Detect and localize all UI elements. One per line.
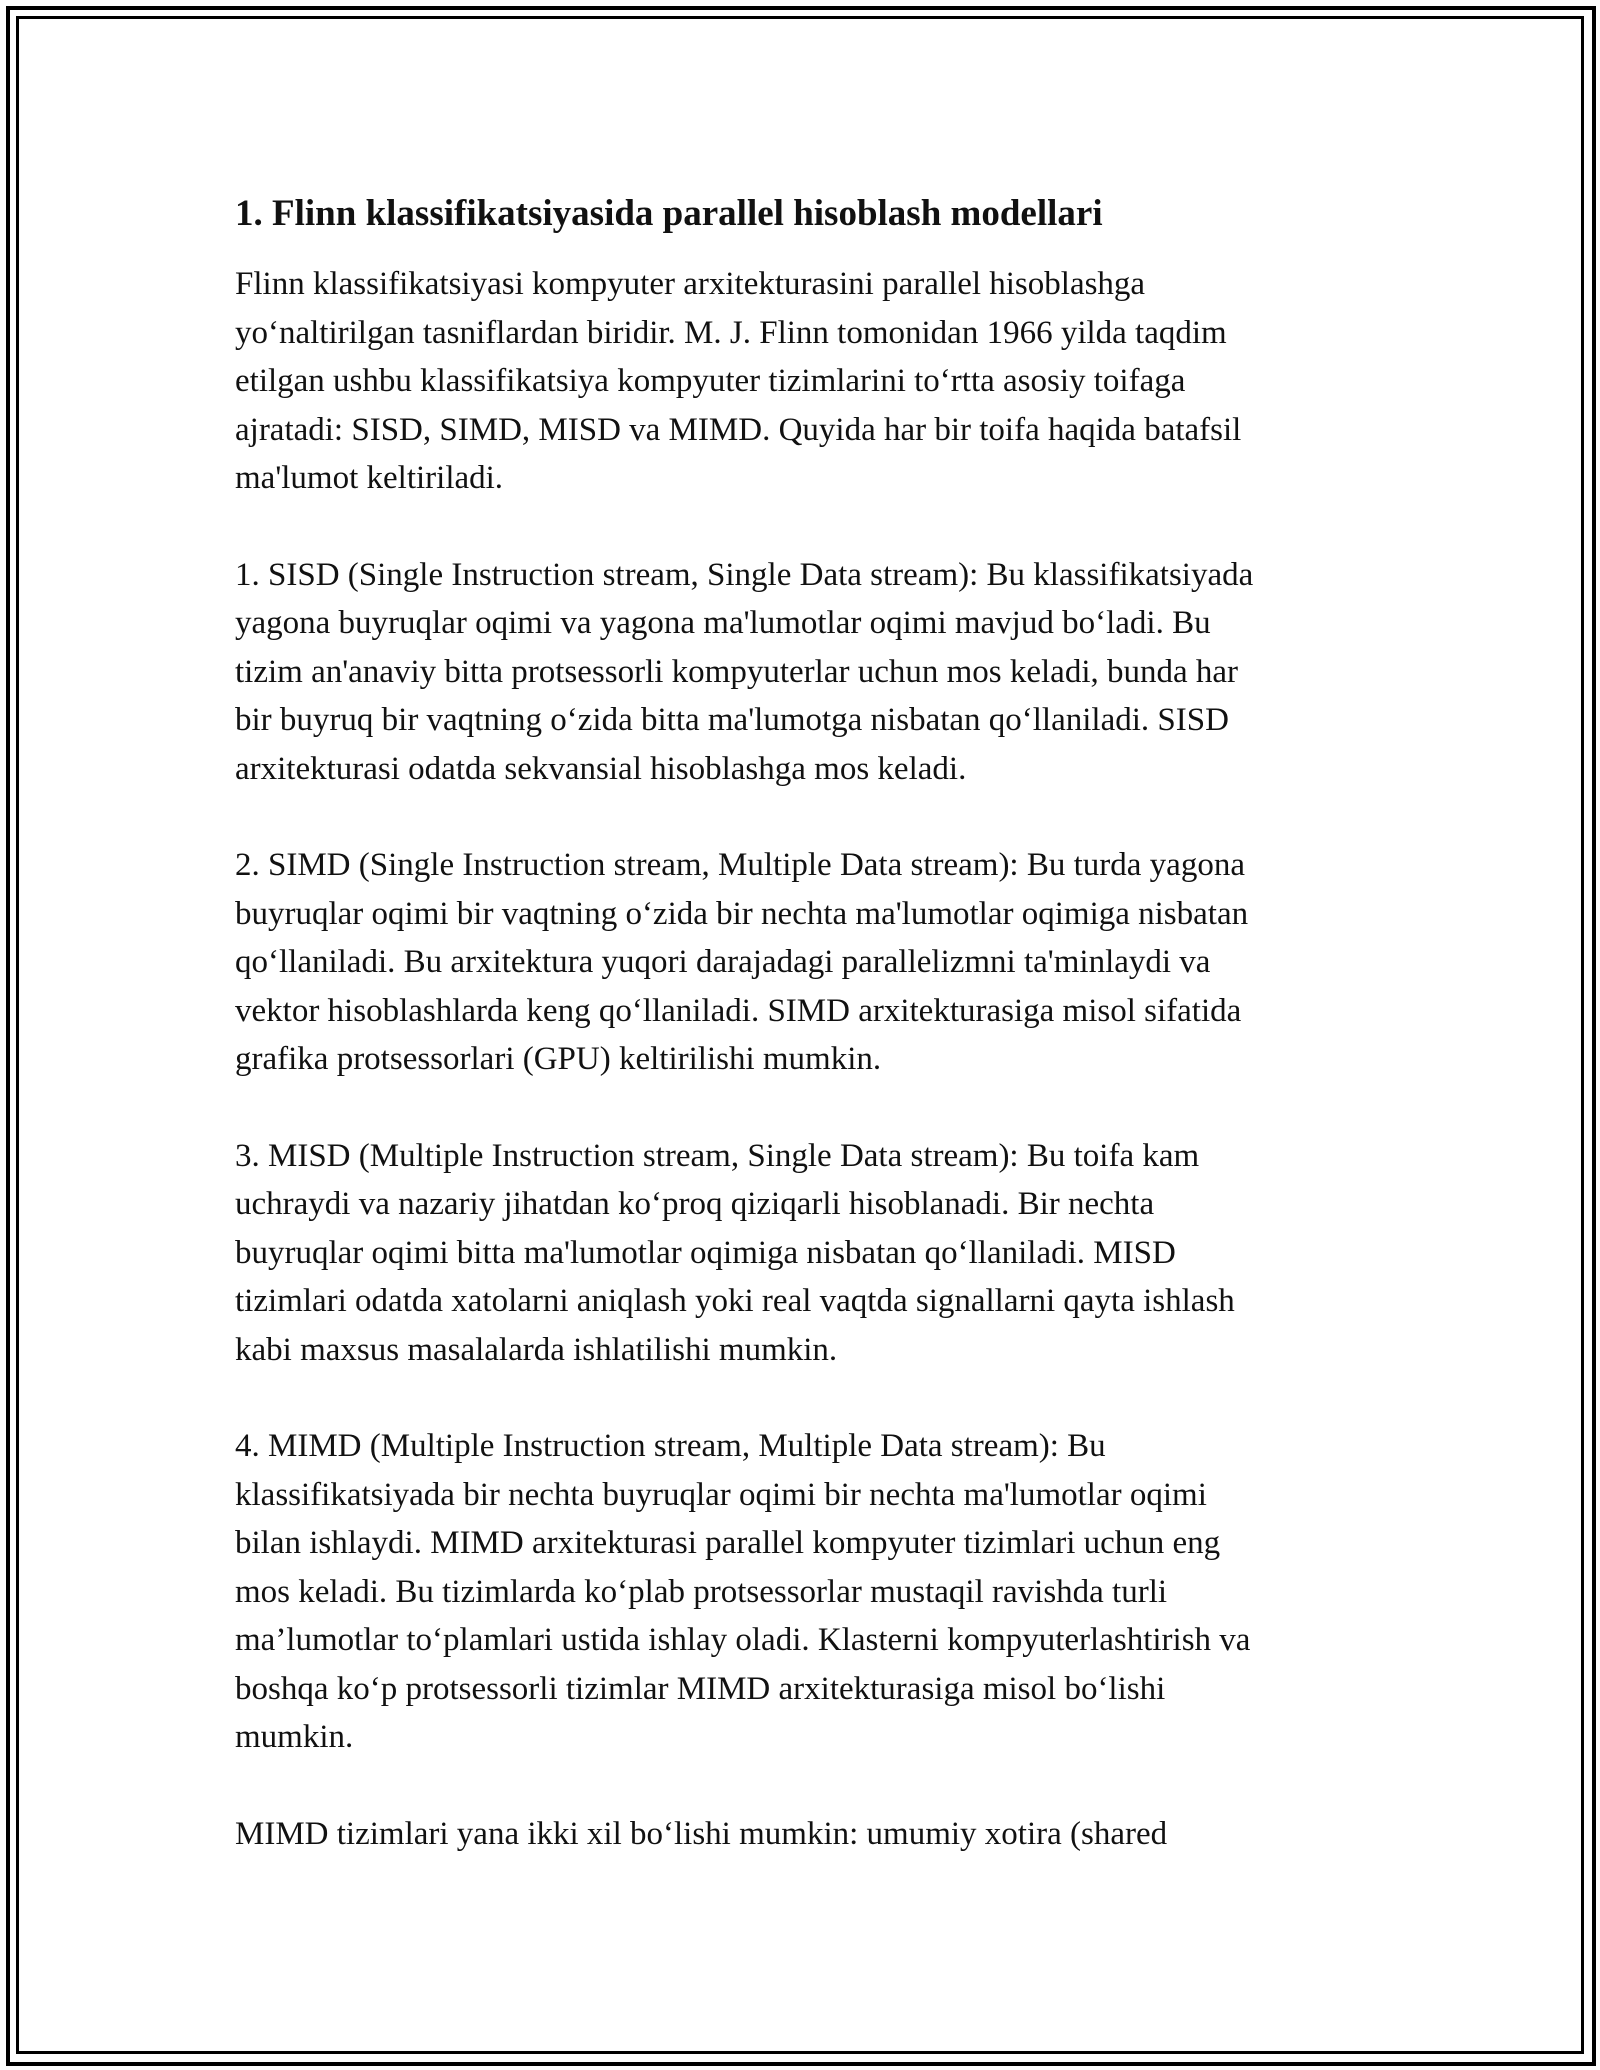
text-line: mos keladi. Bu tizimlarda ko‘plab protsessorlar mustaqil ravishda turli bbox=[235, 1573, 1168, 1610]
text-line: boshqa ko‘p protsessorli tizimlar MIMD arxitekturasiga misol bo‘lishi bbox=[235, 1670, 1166, 1707]
text-line: uchraydi va nazariy jihatdan ko‘proq qiziqarli hisoblanadi. Bir nechta bbox=[235, 1186, 1155, 1222]
section-heading: 1. Flinn klassifikatsiyasida parallel hisoblash modellari bbox=[235, 193, 1103, 234]
text-line: ajratadi: SISD, SIMD, MISD va MIMD. Quyida har bir toifa haqida batafsil bbox=[235, 411, 1242, 448]
text-line: tizim an'anaviy bitta protsessorli kompyuterlar uchun mos keladi, bunda har bbox=[235, 653, 1239, 690]
misd-paragraph bbox=[235, 1132, 1375, 1375]
sisd-paragraph bbox=[235, 551, 1375, 794]
text-line: klassifikatsiyada bir nechta buyruqlar oqimi bir nechta ma'lumotlar oqimi bbox=[235, 1476, 1207, 1513]
text-line: MIMD tizimlari yana ikki xil bo‘lishi mumkin: umumiy xotira (shared bbox=[235, 1815, 1168, 1852]
text-line: 2. SIMD (Single Instruction stream, Multiple Data stream): Bu turda yagona bbox=[235, 847, 1245, 883]
text-line: bilan ishlaydi. MIMD arxitekturasi parallel kompyuter tizimlari uchun eng bbox=[235, 1525, 1221, 1561]
text-line: ma'lumot keltiriladi. bbox=[235, 460, 504, 496]
text-line: yo‘naltirilgan tasniflardan biridir. M. J. Flinn tomonidan 1966 yilda taqdim bbox=[235, 314, 1227, 351]
text-line: grafika protsessorlari (GPU) keltirilishi mumkin. bbox=[235, 1041, 882, 1077]
text-line: vektor hisoblashlarda keng qo‘llaniladi. SIMD arxitekturasiga misol sifatida bbox=[235, 992, 1242, 1029]
text-line: buyruqlar oqimi bir vaqtning o‘zida bir nechta ma'lumotlar oqimiga nisbatan bbox=[235, 895, 1249, 932]
text-line: ma’lumotlar to‘plamlari ustida ishlay oladi. Klasterni kompyuterlashtirish va bbox=[235, 1622, 1251, 1658]
text-line: arxitekturasi odatda sekvansial hisoblashga mos keladi. bbox=[235, 750, 967, 787]
text-line: qo‘llaniladi. Bu arxitektura yuqori darajadagi parallelizmni ta'minlaydi va bbox=[235, 944, 1211, 980]
text-line: 3. MISD (Multiple Instruction stream, Single Data stream): Bu toifa kam bbox=[235, 1137, 1200, 1174]
text-line: 1. SISD (Single Instruction stream, Single Data stream): Bu klassifikatsiyada bbox=[235, 556, 1254, 593]
mimd-types-paragraph bbox=[235, 1810, 1375, 1859]
text-line: 4. MIMD (Multiple Instruction stream, Multiple Data stream): Bu bbox=[235, 1428, 1106, 1464]
text-line: yagona buyruqlar oqimi va yagona ma'lumotlar oqimi mavjud bo‘ladi. Bu bbox=[235, 605, 1211, 641]
text-line: buyruqlar oqimi bitta ma'lumotlar oqimiga nisbatan qo‘llaniladi. MISD bbox=[235, 1234, 1176, 1271]
text-line: kabi maxsus masalalarda ishlatilishi mumkin. bbox=[235, 1331, 838, 1368]
text-line: mumkin. bbox=[235, 1719, 354, 1755]
text-line: bir buyruq bir vaqtning o‘zida bitta ma'lumotga nisbatan qo‘llaniladi. SISD bbox=[235, 702, 1229, 738]
text-line: etilgan ushbu klassifikatsiya kompyuter tizimlarini to‘rtta asosiy toifaga bbox=[235, 363, 1186, 399]
document-body bbox=[235, 190, 1375, 1906]
text-line: Flinn klassifikatsiyasi kompyuter arxitekturasini parallel hisoblashga bbox=[235, 266, 1146, 302]
simd-paragraph bbox=[235, 841, 1375, 1084]
intro-paragraph bbox=[235, 260, 1375, 503]
mimd-paragraph bbox=[235, 1422, 1375, 1762]
text-line: tizimlari odatda xatolarni aniqlash yoki real vaqtda signallarni qayta ishlash bbox=[235, 1283, 1235, 1319]
